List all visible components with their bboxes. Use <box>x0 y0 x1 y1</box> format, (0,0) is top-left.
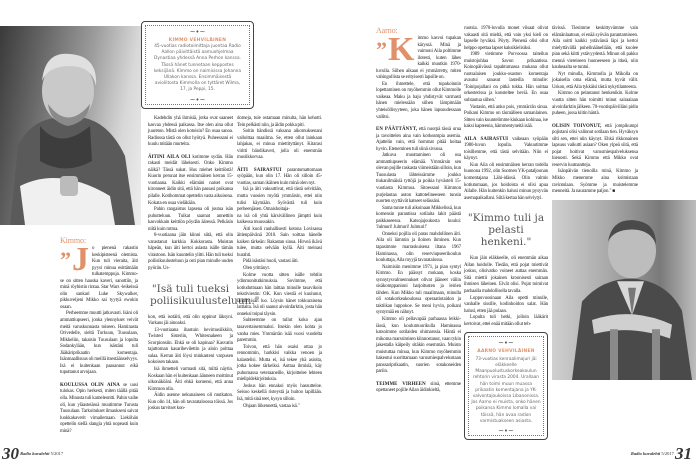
ornament-icon: ~•~ <box>498 339 514 348</box>
speaker-label: Aarno: <box>376 26 398 35</box>
ornament-icon: ~•~ <box>189 28 206 36</box>
end-mark-icon: ■ <box>612 189 616 195</box>
paragraph: TEIMME VIRHEEN siinä, ettemme opettaneet pojille Ailan äidinkieltä, <box>376 381 461 394</box>
info-box-text: 73-vuotias kenraalimajuri jäi eläkkeelle Maanpuolustuskorkeakoulun rehtorin virasta 2004. Urallaan hän toimi muun muassa prikaatin komentajana ja YK-valvontajoukoissa Libanonissa. Jos Aarno ei muista, onko hänen poikansa Kimmo lomalla vai töissä, hän avaa radion varmistuakseen asiasta. <box>471 356 541 424</box>
paragraph: Äiti kuoli rauhallisesti kotona Lovisassa äitienpäivänä 2010. Sain soittaa hänelle kaiken tärkeän: Rakastan sinua. Hirveä ikävä tulee, mutta selvään kyllä. Äiti meinasi hurahti. <box>237 226 322 258</box>
ornament-icon: ~•~ <box>498 427 514 436</box>
paragraph: Naimisiin menimme 1971, ja pian syntyi Kimmo. En päässyt mukaan, koska synnytysvalmennukset olivat jääneet väliin sisäkomppanioni harjoitusten ja leirien tähden. Kun Mikko tuli maailmaan, minulla oli sotakorkeakoulussa operaatiotaidon ja taktiikan luppokoe. Se meni hyvin, poikani syntymää en nähnyt. <box>376 264 461 316</box>
paragraph: immo kasvoi tupakan käryssä. Minä ja vaimoni Aila poltimme ilotesti, kuten lähes kaikki muutkin 1970-luvulla. Siihen aikaan ei ymmärretty, miten vahingollista se erityisesti lapsille on. <box>376 36 461 81</box>
paragraph: Perheemme muutti jatkuvasti. Isäni oli ammattiupseeri, jonka ylennykset veivät meitä varuskunnasta toiseen. Haminasta Orivedelle, sieltä Turkuun, Tuusulaan, Mikkeliin, takaisin Tuusulaan ja lopulta Sodankylään, kun isästäni tuli Jääkäriprikaatin komentaja. Isänmaallisuus oli meillä itsestäänselvyys. Isä ei kuitenkaan paasannut eikä tuputtanut arvojaan. <box>60 311 138 376</box>
paragraph: Isä ihmetteli varmasti sitä, miltä näytin. Koskaan hän ei kuitenkaan äänneen moittinut ulkonäköäni. Äiti ehkä komensi, että anna Kimmon olla. <box>148 366 233 392</box>
paragraph: ÄITI SAIRASTUI parantumattomaan syöpään, kun olin 17. Hän oli silloin 45-vuotias, saman ikäinen kuin minä olen nyt. <box>237 167 322 186</box>
paragraph: Kimmo on pelastanut henkenikin. Kolme vuotta sitten hän toimitti minut sairaalaan aivoinfarktin jälkeen. 70-vuotispäivilläni pidin puheen, jossa kiitin häntä. <box>552 91 638 117</box>
footer-right <box>631 444 692 464</box>
photo-aarno <box>552 200 696 380</box>
right-col-2 <box>464 26 548 440</box>
portrait-figure <box>552 200 696 380</box>
paragraph: OLISIN TOIVONUT, että jompikumpi pojistani olisi valinnut sotilaan tien. Hyväksyn silti sen, ettei niin käynyt. Ehkä rikkonainen lapsuus vaikutti asiaan? Oken ylpeä siitä, että pojat hoitivat varusmiespalveluksensa hienosti. Sekä Kimmo että Mikko ovat reservin luutnantteja. <box>552 123 638 168</box>
right-col-3 <box>552 26 638 380</box>
right-col-1 <box>376 26 461 395</box>
paragraph: ÄITINI AILA OLI kotimme sydän. Hän rakasti meidät läheisesti. Onko Kimmo nälkä? Tässä sukat. Hus miehet keittiöstä! Kuorin perunat itse ensimmäisen kerran 15-vuotiaana. Kaikki elämäni naiset ovat kironneet äidin sitä, että hän passasi poikansa pilalle. Kotihommat opettelin vasta aikuisena. Kokata en osaa vieläkään. <box>148 154 233 206</box>
paragraph: EN PÄÄTTÄNYT, että nuorpä tässä urua ja tavoittelen aina vain korkeampia asemia. Ajattelin vain, että hommat pitää hoitaa hyvin. Eteneminen tuli siinä sivussa. <box>376 127 461 152</box>
paragraph: Pidä isästäsi huoli, vastasi äiti. <box>243 259 299 265</box>
paragraph: Äidin asenne nekunaiseen oli mutkaton. Kun olin 14, hän oli tavarataloossa töissä. Jos joskus tarvitset kon- <box>148 393 233 412</box>
paragraph: 1989 vietimme Porvoossa taiteilun muistojuhlaa Savon prikaatissa. Koinopäivässä tapahtumassa mukana ollut ruotsalaisen joukko-osaston komentaja avautui sanasut lasteilla minulle: 'Toinipojallani on pitkä tukka. Hän soittaa orkesterissa ja konsteltee heviä. En osaa suhtautua siihen.' <box>464 52 548 104</box>
paragraph: Joskus hän ennakoi myös hassutteloe. Seisoo keskellä risteystä ja huitoo lapillään. Isä, mitä sinä teet, kysyn silloin. <box>237 383 322 402</box>
paragraph: Vastasin, että anko pois, ymmärrän sinua. Poikani Kimmo on täsmälleen samanlainen. Sitten vain kuuntelimme kiukaan kohinaa, ise kaksi kapteenia, hämmentyneitä isää. <box>464 104 548 130</box>
portrait-figure <box>0 26 141 225</box>
paragraph: Soitin bändissä vaksana aikomuksenani valloittaa maailma. Se, etten ollut lainkaan lahjakas, ei minua miettityttänyt. Kitarasi viritti bändikaveri, jolla oli enemmän musiikkorvaa. <box>237 129 322 161</box>
paragraph: Lopulta tuli hetki, jolloin lääkärit kertoivat, ettei enää mitään ollut teh- <box>464 315 548 327</box>
paragraph: tävissä. Tiesimme keskittyvämme vain elämänlaatuun, ei enää syövän parantamiseen. Aila soitti kaikki ystävänsä läpi ja kertoi mielyttävällä puhelinäänellään, että kuolee pian sekä kiitti ystävyydestä. Minun oli pakko mennä viereiseen huoneeseen ja itkeä, niin kauheaalta se tuntui. <box>552 26 638 71</box>
page-number: 31 <box>675 444 692 464</box>
paragraph: 8-vuotiaana jäin kiinni siitä, että olin varastanut karkkia Kokkorasta. Muistan häpeän, kun äiti kertoi asiasta isälle tämän virastoon. Isän kuuntelin ylitti. Hän tuli tueksi poliisikuulusteluun ja osti pian minulle uuden pyörän. Us- <box>148 233 233 272</box>
info-box-aarno <box>464 332 548 440</box>
drop-cap: ”J <box>60 241 89 278</box>
paragraph: Toivon, että hän osaisi ottaa jo rennommin, harkkisi vaikka venoen ja kalastelisi. Mutta ei, isä tekee yhä asioita, jotka kokee tärkeiksi. Auttaa ihmisiä, käy puhumassa veteraaneille, kirjoittelee lehteen mielipidekirjoituksia. <box>237 344 322 383</box>
paragraph: Isä ja äiti vakuuttivat, että tästä selvitään, mutta vuosien myötä ymmärsin, ettei niin tulisi käymään. Syövästä tuli kuin perheenjäsen. Omaishoitaja- <box>237 187 322 213</box>
photo-kimmo <box>0 26 141 225</box>
footer-left <box>2 444 63 464</box>
paragraph: Loppuvuosinaan Aila opetti minulle, vanhalle sissille, kodinhoidon salat. Hän halusi, etten jää pulaan. <box>464 295 548 314</box>
paragraph: kon, että isotäiti, että olin oppinut läksyni. Varkaus jäi ainoaksi. <box>148 314 233 327</box>
paragraph: En ihmettele, että tupakoinnin lopettaminen on myöhemmin ollut Kimmolle vaikeaa. Maku ja haju yhdistyvät varmasti hänen mielessään siihen lämpimään yhteisöllisyyteen, joka hänen lapsuudessaan vallitsi. <box>376 81 461 120</box>
paragraph: o pienenä rakastin keskipisteenä olemista. Kun tuli vieraita, äiti pyysi minua esittämään tulkatemppuja. Kimmo-se on sitten hauska kaveri, sanottiin, ja minä röyhistin rintaa. Star Wars -leikeissä olin sankari Luke Skywalker, pikkuveljeni Mikko sai tyytyä ewokin osaan. <box>60 246 138 310</box>
magazine-name: Radio kuvalehti <box>630 451 661 457</box>
quote-mark-icon: ” <box>60 247 71 272</box>
pull-quote-left: "Isä tuli tueksi poliisikuulusteluun." <box>150 282 260 307</box>
info-box-name: AARNO VEHVILÄINEN <box>477 349 535 355</box>
page-number: 30 <box>2 444 19 464</box>
info-box-text: 45-vuotias radiotoimittaja juontaa Radio Aallon päivittäistä aamuohjelmaa Dynastiaa yhdessä Anna Perhon kanssa. Tässä hänet tunnetaan keppostes keksijänä. Kimmo on naimisissa Johanna Ullakon kanssa. Ensimmäisestä avioliitosta Kimmolla on tyttäret Wilma, 17, ja Peppi, 15. <box>153 44 242 93</box>
paragraph: Olen yrittänyt. <box>243 266 270 272</box>
paragraph: Kun jäin eläkkeelle, oli enemmän aikaa Ailan hoidolle. Tiedän, että pojat miettivät joskus, olisivatko voineet auttaa enemmän. Sitä miettii jokainen kroonisesti sairaan ihmisen läheinen. Eivät olisi. Pojat toimivat parhaalla mahdollisella tavalla. <box>464 256 548 294</box>
paragraph: Kimmo oli pellavapää parhaassa leikki-iässä, kun koulumuurikulla Haminassa katsoimme sotilaiden ohimarssia. Häntä ei mikoma marssimisen kiinnostanut, vaan tykin jakestalla käipeily sitäkin enemmän. Muisto muistuttaa minua, kun Kimmo myöhemmin hakeutui suorittamaan varusmiespalvelustaan panssariprikaatin, suorien sotakoneiden pariin. <box>376 316 461 375</box>
quote-mark-icon: ” <box>376 37 387 62</box>
speaker-label: Kimmo: <box>60 236 87 245</box>
paragraph: KOULUSSA OLIN AINA se uusi tulokas. Opin herkesti, miten täällä pitää olla. Minusta tuli kameleontti. Pahin vaihe oli, kun yläasteiässä muutimme Turusta Tuusulaan. Tarkoitukset ilmaukseni saivat luokkakaverit virnailemaan. Lieköhän opettelin siellä slangia yhtä nopeasti kuin minä? <box>60 382 138 434</box>
info-box-kimmo <box>141 21 254 109</box>
paragraph: 13-vuotiaana ihastuin hevimusiikkiin, Twisted Sisteriin, Whitesnakeen ja Scorpionsiin. Ehkä se oli kapinaa? Kasvatin tajuttoman kasarihevilettin ja aloin polttaa salaa. Kerran äiti löysi minkasteni varpusen kokoisen takaan. <box>148 327 233 366</box>
paragraph: Pahin rangaistus lapsena oli joutua isän puhutteluun. Tuikat saarnat annettiin kasvokkain keittiön pöydän ääressä. Pelkäsin niitä kuin ruttoa. <box>148 207 233 232</box>
drop-cap: ”K <box>376 31 415 68</box>
paragraph: Kolme vuotta sitten isälle tehtiin ydinmonitutkimuksia. Sovimme, että kotiuduttuaan hän laittaa minulle tasavikoin tekstiviestin: OK. Kun viestiä ei kuulunut, lähdin isän luo. Löysin hänet tokkuraisena lattialta. Isä oli saanut aivoinfarktin, josta hän onneksi toipui täysin. <box>237 272 322 317</box>
paragraph: AILA SAIRASTUI vaikeaan syöpään 1980-luvun lopulla. Vakuutimme toisillemme, että tästä selvitään. Niin ei käynyt. <box>464 136 548 162</box>
paragraph: Jatkuva muuttaminen oli osa ammattiupseerin elämää. Ymmärsin sen olevan pojille raskasta viimeistään silloin, kun Tuusulasta lähteissämme joukko tiukanilmäisiä tyttöjä ja poikia hyvästeli 15-vuotiasta Kimmoa. Sitoessani Kimmon purjelautaa auton kattotelineeseen tunsin nuorten syyttävät katseet selässäni. <box>376 153 461 205</box>
paragraph: na isä oli yhtä kärsivällinen jämptti kuin kaikessa muussakin. <box>237 213 322 226</box>
paragraph: Onneksi pojilla oli paras mahdollinen äiti. Aila oli lämmin ja iloinen ihminen. Kun tapasimme marraskuisena iltana 1967 Haminassa, olin reserviupseerikoulun kouluttaja, Aila myyjä tavaratalossa. <box>376 231 461 264</box>
paragraph: Kun Aila oli ensimmäisen kerran todella huonona 1992, olin Suomen YK-pataljoonan komentajana Lähi-idässä. Olin valmis kotiutumaan, jos hoidoista ei olisi apua Ailalle. Hän kuitenkin halusi minun pysyvän asemapaikallani. Siitä kertaa hän selviytyi. <box>464 162 548 201</box>
left-col-3 <box>237 116 322 410</box>
ornament-icon: ~•~ <box>189 95 206 104</box>
paragraph: Suhteemme on tullut koko ajan tasavertaisemmaksi. Itsekin olen kohta jo vanha mies. Ymmärrän isää vuosi vuodelta paremmin. <box>237 318 322 344</box>
magazine-name: Radio kuvalehti <box>20 451 50 457</box>
paragraph: Nyt minulla, Kimmolla ja Mikolla on jokaisella oma elämä, mutta hyvät välit. Uskon, että Aila tykkäisi tästä nykytilanteesta. <box>552 71 638 90</box>
paragraph: domeja, tule ostamaan minulta, hän kehotti. Tein pelkästi niin, ja äidin pokka piti. <box>237 116 322 128</box>
issue: 5/2017 <box>50 451 64 457</box>
pull-quote-right: "Kimmo tuli ja pelasti henkeni." <box>467 212 545 249</box>
paragraph: Ohjaan liikennettä, vastaa isä." <box>243 403 300 409</box>
paragraph: Kadehdin yhä ihmisiä, jotka ovat saaneet kasvaa yhdessä paikassa. Itse olen aina ollut juureton. Mistä olen kotoisin? En osaa sanoa. Radiossa tästä on ollut hyötyä. Puheessani ei kuulu mitään murteita. <box>148 116 233 148</box>
paragraph: Isänpäivän tienoilla minä, Kimmo ja Mikko menemme aina kolmistaan ravintolaan. Syömme ja muistelemme menneitä. Ja nauramme paljon." ■ <box>552 169 638 195</box>
left-col-1 <box>60 236 138 435</box>
paragraph: Sama tunne tuli aikoinaan Mikkelissä, kun komensin parantissa sotilaita lakit päästä paikkaseessa. Katsojajoukosta kuului: 'Julmuri! Julmuri! Julmuri!' <box>376 205 461 231</box>
issue: 5/2017 <box>661 451 674 457</box>
info-box-name: KIMMO VEHVILÄINEN <box>168 38 227 43</box>
paragraph: ruotsia. 1970-luvulla monet viisaat olivat vakaasti sitä mieltä, että vain yksi kieli on lapselle hyväksi. Pöyty. Pienenä olisi ollut helppo opettaa lapset kaksikielisiksi. <box>464 26 548 51</box>
